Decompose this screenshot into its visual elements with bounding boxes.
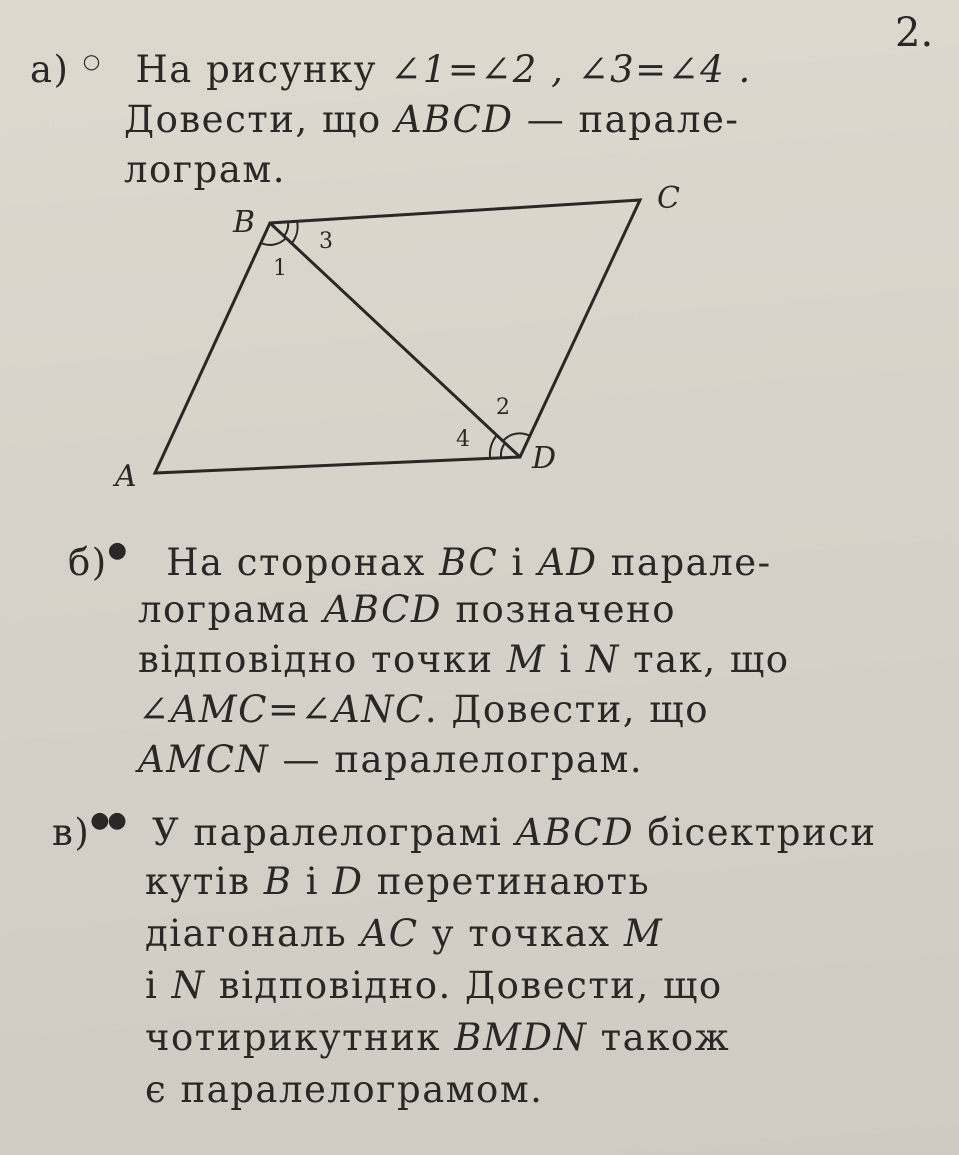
problem-b-line-1: б)● На сторонах BC і AD парале- bbox=[68, 538, 772, 584]
problem-a-line-1: а) ○ На рисунку ∠1=∠2 , ∠3=∠4 . bbox=[30, 48, 752, 91]
vertex-a-label: A bbox=[115, 459, 137, 494]
filled-dot-difficulty-icon: ● bbox=[107, 538, 127, 563]
problem-a-line-2: Довести, що ABCD — парале- bbox=[124, 98, 740, 141]
vertex-b-label: B bbox=[233, 205, 256, 240]
angle-2-arc bbox=[503, 433, 530, 441]
problem-b-marker: б) bbox=[68, 541, 108, 584]
problem-c-line-6: є паралелограмом. bbox=[145, 1068, 544, 1111]
diagonal-bd bbox=[270, 223, 520, 457]
problem-c-line-2: кутів B і D перетинають bbox=[145, 860, 651, 903]
page-number: 2. bbox=[895, 10, 934, 56]
problem-c-line-4: і N відповідно. Довести, що bbox=[145, 964, 723, 1007]
problem-b-line-5: AMCN — паралелограм. bbox=[138, 738, 644, 781]
problem-b-line-4: ∠AMC=∠ANC. Довести, що bbox=[138, 688, 709, 731]
problem-c-line-5: чотирикутник BMDN також bbox=[145, 1016, 731, 1059]
problem-b-line-2: лограма ABCD позначено bbox=[138, 588, 676, 631]
angle-3-arc-outer bbox=[292, 221, 298, 243]
parallelogram-abcd bbox=[155, 200, 640, 473]
angle-3-arc bbox=[284, 222, 288, 236]
vertex-c-label: C bbox=[657, 181, 680, 216]
double-dot-difficulty-icon: ●● bbox=[90, 808, 125, 833]
problem-a-marker: а) bbox=[30, 48, 70, 91]
circle-difficulty-icon: ○ bbox=[82, 49, 101, 73]
problem-c-marker: в) bbox=[52, 811, 91, 854]
problem-b-line-3: відповідно точки M і N так, що bbox=[138, 638, 790, 681]
problem-c-line-3: діагональ AC у точках M bbox=[145, 912, 664, 955]
problem-a-line-3: лограм. bbox=[124, 148, 286, 191]
angle-4-label: 4 bbox=[456, 427, 470, 452]
angle-1-arc bbox=[261, 238, 286, 245]
angle-3-label: 3 bbox=[319, 229, 333, 254]
angle-1-label: 1 bbox=[273, 256, 287, 281]
angle-4-arc-outer bbox=[490, 435, 497, 457]
vertex-d-label: D bbox=[532, 441, 557, 476]
angle-2-label: 2 bbox=[496, 395, 510, 420]
problem-c-line-1: в)●● У паралелограмі ABCD бісектриси bbox=[52, 808, 877, 854]
angle-4-arc bbox=[501, 443, 505, 457]
